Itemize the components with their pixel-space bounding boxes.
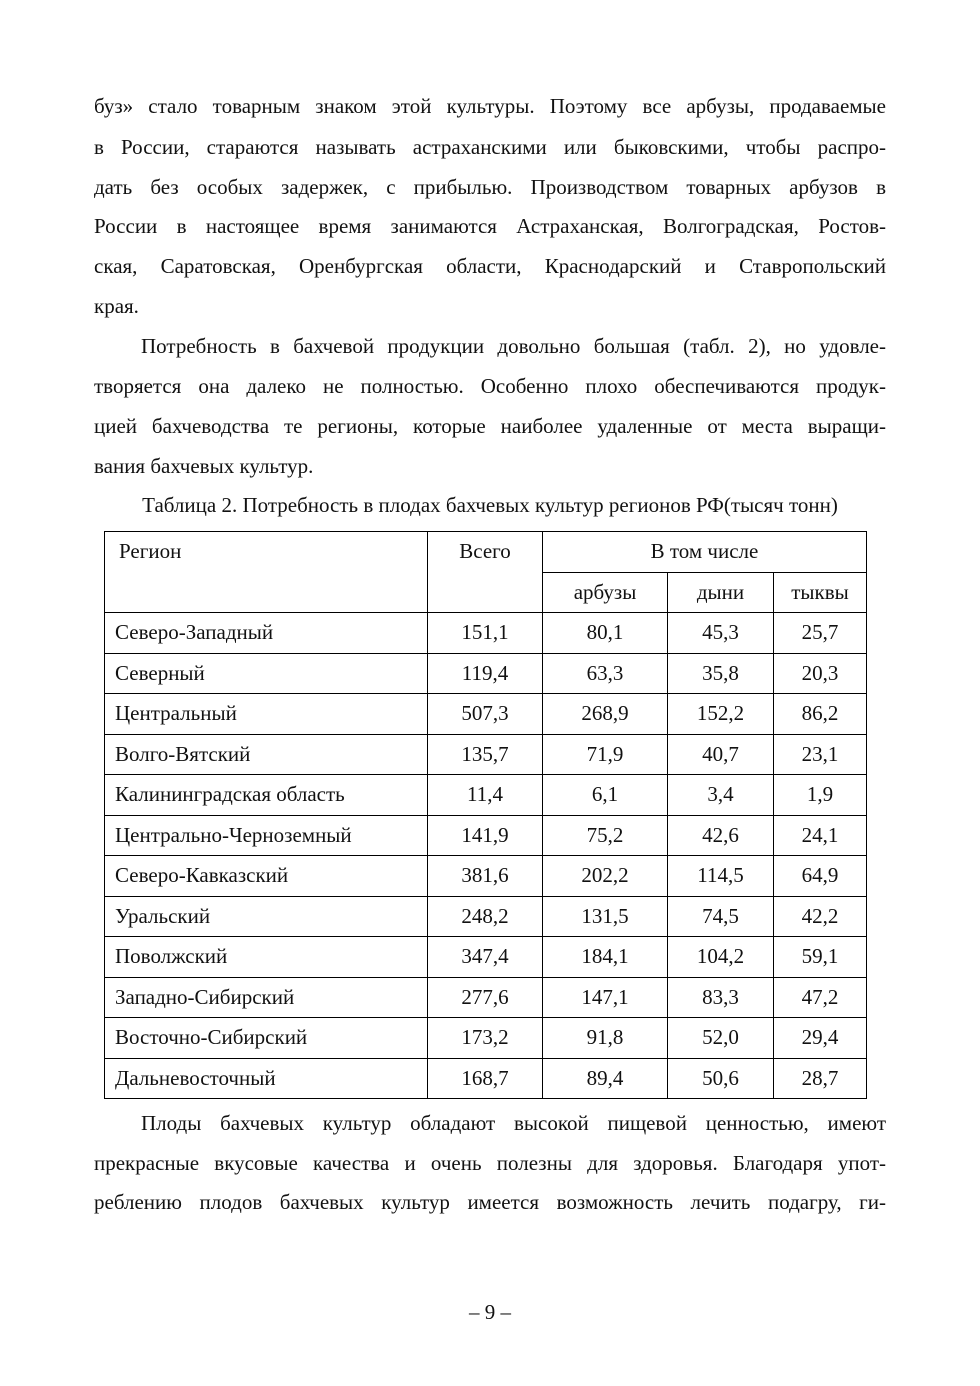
cell-watermelons: 75,2 [543,815,668,856]
text-line: Плоды бахчевых культур обладают высокой пищевой ценностью, имеют [141,1111,886,1135]
cell-total: 277,6 [428,977,543,1018]
header-pumpkins: тыквы [774,572,867,613]
cell-melons: 114,5 [668,856,774,897]
cell-total: 248,2 [428,896,543,937]
cell-pumpkins: 42,2 [774,896,867,937]
cell-region: Восточно-Сибирский [105,1018,428,1059]
text-line: России в настоящее время занимаются Астраханская, Волгоградская, Ростов- [94,214,886,238]
cell-total: 507,3 [428,694,543,735]
cell-melons: 83,3 [668,977,774,1018]
cell-watermelons: 89,4 [543,1058,668,1099]
table-row [105,653,867,694]
cell-total: 141,9 [428,815,543,856]
cell-pumpkins: 86,2 [774,694,867,735]
cell-pumpkins: 24,1 [774,815,867,856]
text-line: буз» стало товарным знаком этой культуры. Поэтому все арбузы, продаваемые [94,94,886,118]
text-line: ская, Саратовская, Оренбургская области, Краснодарский и Ставропольский [94,254,886,278]
cell-pumpkins: 25,7 [774,613,867,654]
cell-region: Волго-Вятский [105,734,428,775]
cell-total: 168,7 [428,1058,543,1099]
header-including: В том числе [543,532,867,573]
cell-pumpkins: 59,1 [774,937,867,978]
cell-region: Северный [105,653,428,694]
header-region: Регион [105,532,428,613]
cell-melons: 104,2 [668,937,774,978]
table-row [105,896,867,937]
cell-melons: 52,0 [668,1018,774,1059]
text-line: творяется она далеко не полностью. Особенно плохо обеспечиваются продук- [94,374,886,398]
cell-watermelons: 202,2 [543,856,668,897]
cell-total: 347,4 [428,937,543,978]
cell-region: Северо-Западный [105,613,428,654]
text-line: реблению плодов бахчевых культур имеется возможность лечить подагру, ги- [94,1190,886,1214]
demand-table [104,531,867,1099]
text-line: дать без особых задержек, с прибылью. Производством товарных арбузов в [94,175,886,199]
cell-melons: 3,4 [668,775,774,816]
cell-watermelons: 131,5 [543,896,668,937]
cell-pumpkins: 1,9 [774,775,867,816]
table-row [105,734,867,775]
cell-pumpkins: 64,9 [774,856,867,897]
cell-watermelons: 80,1 [543,613,668,654]
cell-region: Центрально-Черноземный [105,815,428,856]
cell-region: Западно-Сибирский [105,977,428,1018]
cell-total: 381,6 [428,856,543,897]
table-row [105,613,867,654]
header-row [105,532,867,573]
table-row [105,1058,867,1099]
table-row [105,775,867,816]
cell-total: 119,4 [428,653,543,694]
cell-melons: 152,2 [668,694,774,735]
table-row [105,815,867,856]
cell-melons: 50,6 [668,1058,774,1099]
cell-watermelons: 268,9 [543,694,668,735]
table-row [105,937,867,978]
text-line: Потребность в бахчевой продукции довольно большая (табл. 2), но удовле- [141,334,886,358]
cell-region: Поволжский [105,937,428,978]
cell-melons: 35,8 [668,653,774,694]
text-line: края. [94,294,139,318]
cell-region: Центральный [105,694,428,735]
cell-melons: 74,5 [668,896,774,937]
cell-watermelons: 6,1 [543,775,668,816]
header-total: Всего [428,532,543,613]
text-line: прекрасные вкусовые качества и очень полезны для здоровья. Благодаря упот- [94,1151,886,1175]
cell-pumpkins: 23,1 [774,734,867,775]
cell-region: Уральский [105,896,428,937]
cell-region: Северо-Кавказский [105,856,428,897]
cell-watermelons: 63,3 [543,653,668,694]
table-caption: Таблица 2. Потребность в плодах бахчевых культур регионов РФ(тысяч тонн) [142,493,838,517]
cell-watermelons: 147,1 [543,977,668,1018]
cell-pumpkins: 47,2 [774,977,867,1018]
cell-pumpkins: 29,4 [774,1018,867,1059]
cell-region: Дальневосточный [105,1058,428,1099]
cell-total: 173,2 [428,1018,543,1059]
header-melons: дыни [668,572,774,613]
cell-melons: 45,3 [668,613,774,654]
page-number: – 9 – [469,1300,511,1324]
table-row [105,977,867,1018]
table-row [105,1018,867,1059]
text-line: в России, стараются называть астраханскими или быковскими, чтобы распро- [94,135,886,159]
cell-watermelons: 184,1 [543,937,668,978]
text-line: вания бахчевых культур. [94,454,314,478]
cell-total: 11,4 [428,775,543,816]
cell-pumpkins: 28,7 [774,1058,867,1099]
text-line: цией бахчеводства те регионы, которые наиболее удаленные от места выращи- [94,414,886,438]
table-row [105,694,867,735]
cell-total: 135,7 [428,734,543,775]
cell-melons: 42,6 [668,815,774,856]
cell-melons: 40,7 [668,734,774,775]
header-watermelons: арбузы [543,572,668,613]
cell-watermelons: 91,8 [543,1018,668,1059]
table-row [105,856,867,897]
cell-pumpkins: 20,3 [774,653,867,694]
cell-total: 151,1 [428,613,543,654]
cell-region: Калининградская область [105,775,428,816]
cell-watermelons: 71,9 [543,734,668,775]
